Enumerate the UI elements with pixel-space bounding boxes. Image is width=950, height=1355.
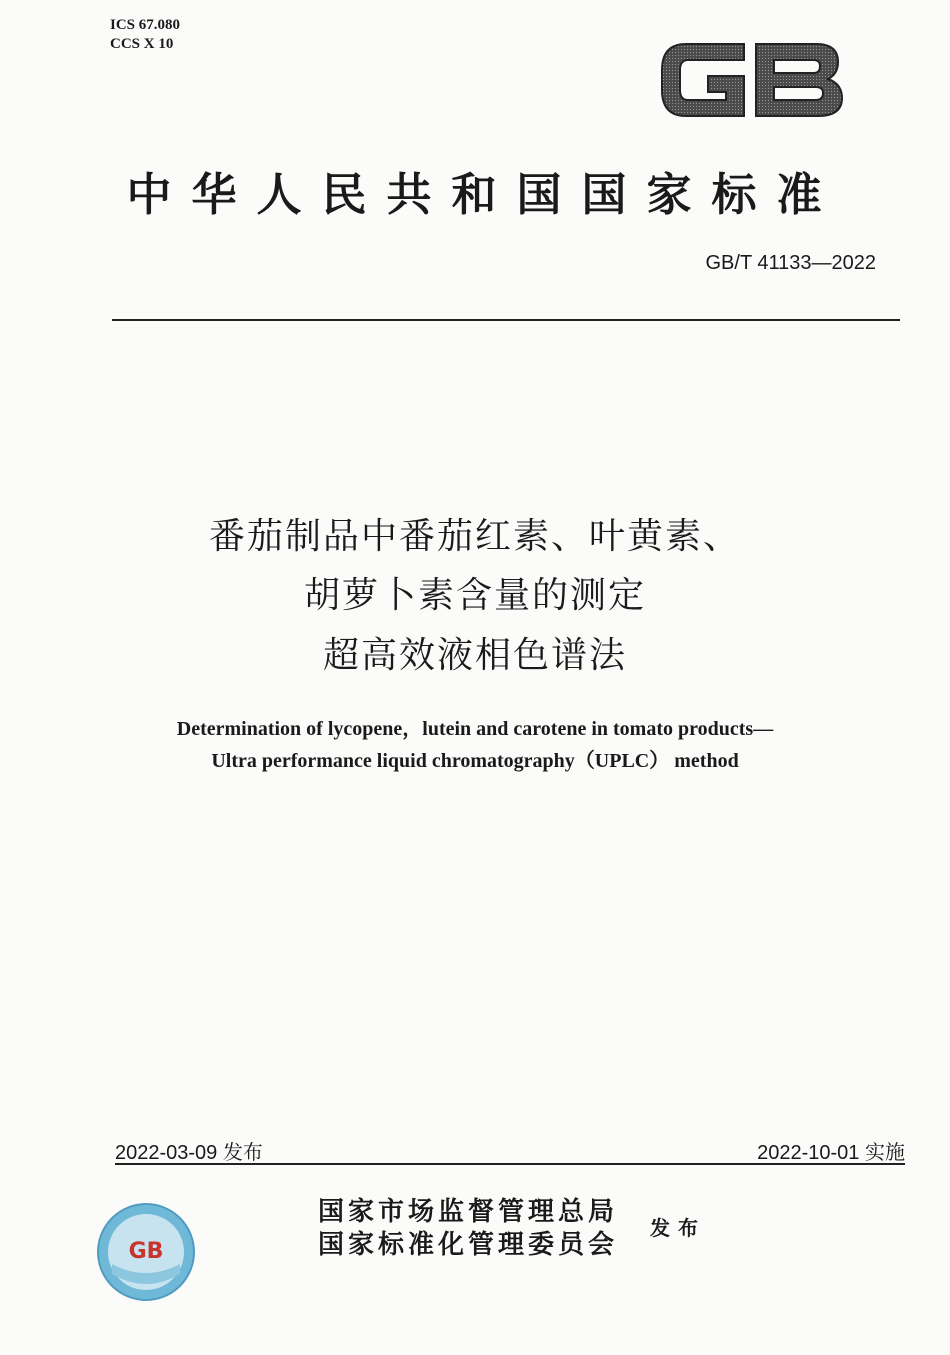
en-title-line-2: Ultra performance liquid chromatography（UPLC） method xyxy=(211,750,739,772)
cn-title-line-3: 超高效液相色谱法 xyxy=(322,635,627,676)
publish-date: 2022-03-09 发布 xyxy=(115,1142,263,1164)
implement-date: 2022-10-01 实施 xyxy=(757,1142,905,1164)
ccs-code: CCS X 10 xyxy=(110,36,174,52)
gb-logo xyxy=(656,30,848,128)
en-title-line-1: Determination of lycopene，lutein and carotene in tomato products— xyxy=(176,718,774,740)
publisher-line-2: 国家标准化管理委员会 xyxy=(318,1230,619,1260)
anti-counterfeit-seal-icon xyxy=(96,1202,196,1302)
ics-code: ICS 67.080 xyxy=(110,17,181,33)
cn-title-line-1: 番茄制品中番茄红素、叶黄素、 xyxy=(208,516,741,557)
footer-divider xyxy=(115,1163,905,1165)
publisher-line-1: 国家市场监督管理总局 xyxy=(318,1197,619,1227)
cn-title-line-2: 胡萝卜素含量的测定 xyxy=(303,575,646,616)
main-title: 中华人民共和国国家标准 xyxy=(126,168,842,221)
publisher-block xyxy=(318,1196,618,1262)
header-divider xyxy=(112,319,900,321)
standard-number: GB/T 41133—2022 xyxy=(705,252,876,274)
logo-text: GB xyxy=(656,30,658,31)
classification-codes xyxy=(110,16,180,54)
seal-text: GB xyxy=(128,1239,164,1264)
publish-label: 发布 xyxy=(650,1216,706,1240)
